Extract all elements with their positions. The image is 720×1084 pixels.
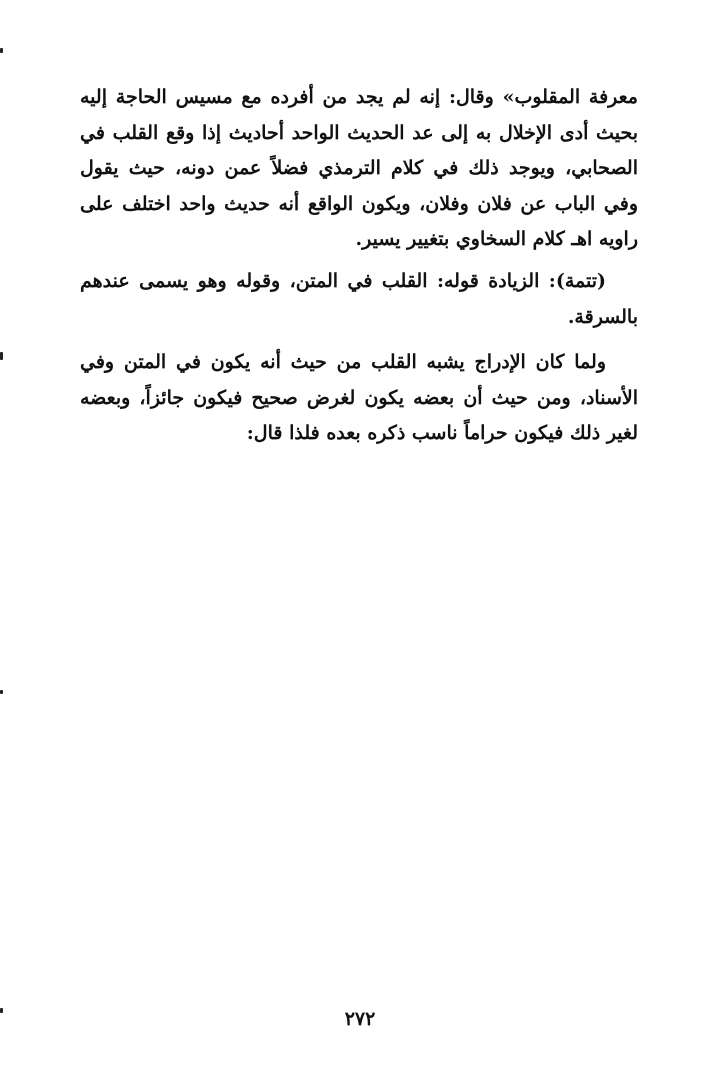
paragraph-text: (تتمة): الزيادة قوله: القلب في المتن، وقوله وهو يسمى عندهم بالسرقة. bbox=[80, 270, 638, 328]
scan-edge-mark bbox=[0, 352, 3, 360]
paragraph-1 bbox=[80, 80, 638, 258]
paragraph-text: ولما كان الإدراج يشبه القلب من حيث أنه يكون في المتن وفي الأسناد، ومن حيث أن بعضه يكون لغرض صحيح فيكون جائزاً، وبعضه لغير ذلك فيكون حراماً ناسب ذكره بعده فلذا قال: bbox=[80, 351, 638, 444]
paragraph-2 bbox=[80, 264, 638, 335]
paragraph-3 bbox=[80, 345, 638, 452]
page-number: ٢٧٢ bbox=[344, 1008, 376, 1030]
scan-edge-mark bbox=[0, 690, 3, 694]
paragraph-text: معرفة المقلوب» وقال: إنه لم يجد من أفرده مع مسيس الحاجة إليه بحيث أدى الإخلال به إلى عد الحديث الواحد أحاديث إذا وقع القلب في الصحابي، ويوجد ذلك في كلام الترمذي فضلاً عمن دونه، حيث يقول وفي الباب عن فلان وفلان، ويكون الواقع أنه حديث واحد اختلف على راويه اهـ كلام السخاوي بتغيير يسير. bbox=[80, 86, 638, 250]
scan-edge-mark bbox=[0, 48, 3, 53]
